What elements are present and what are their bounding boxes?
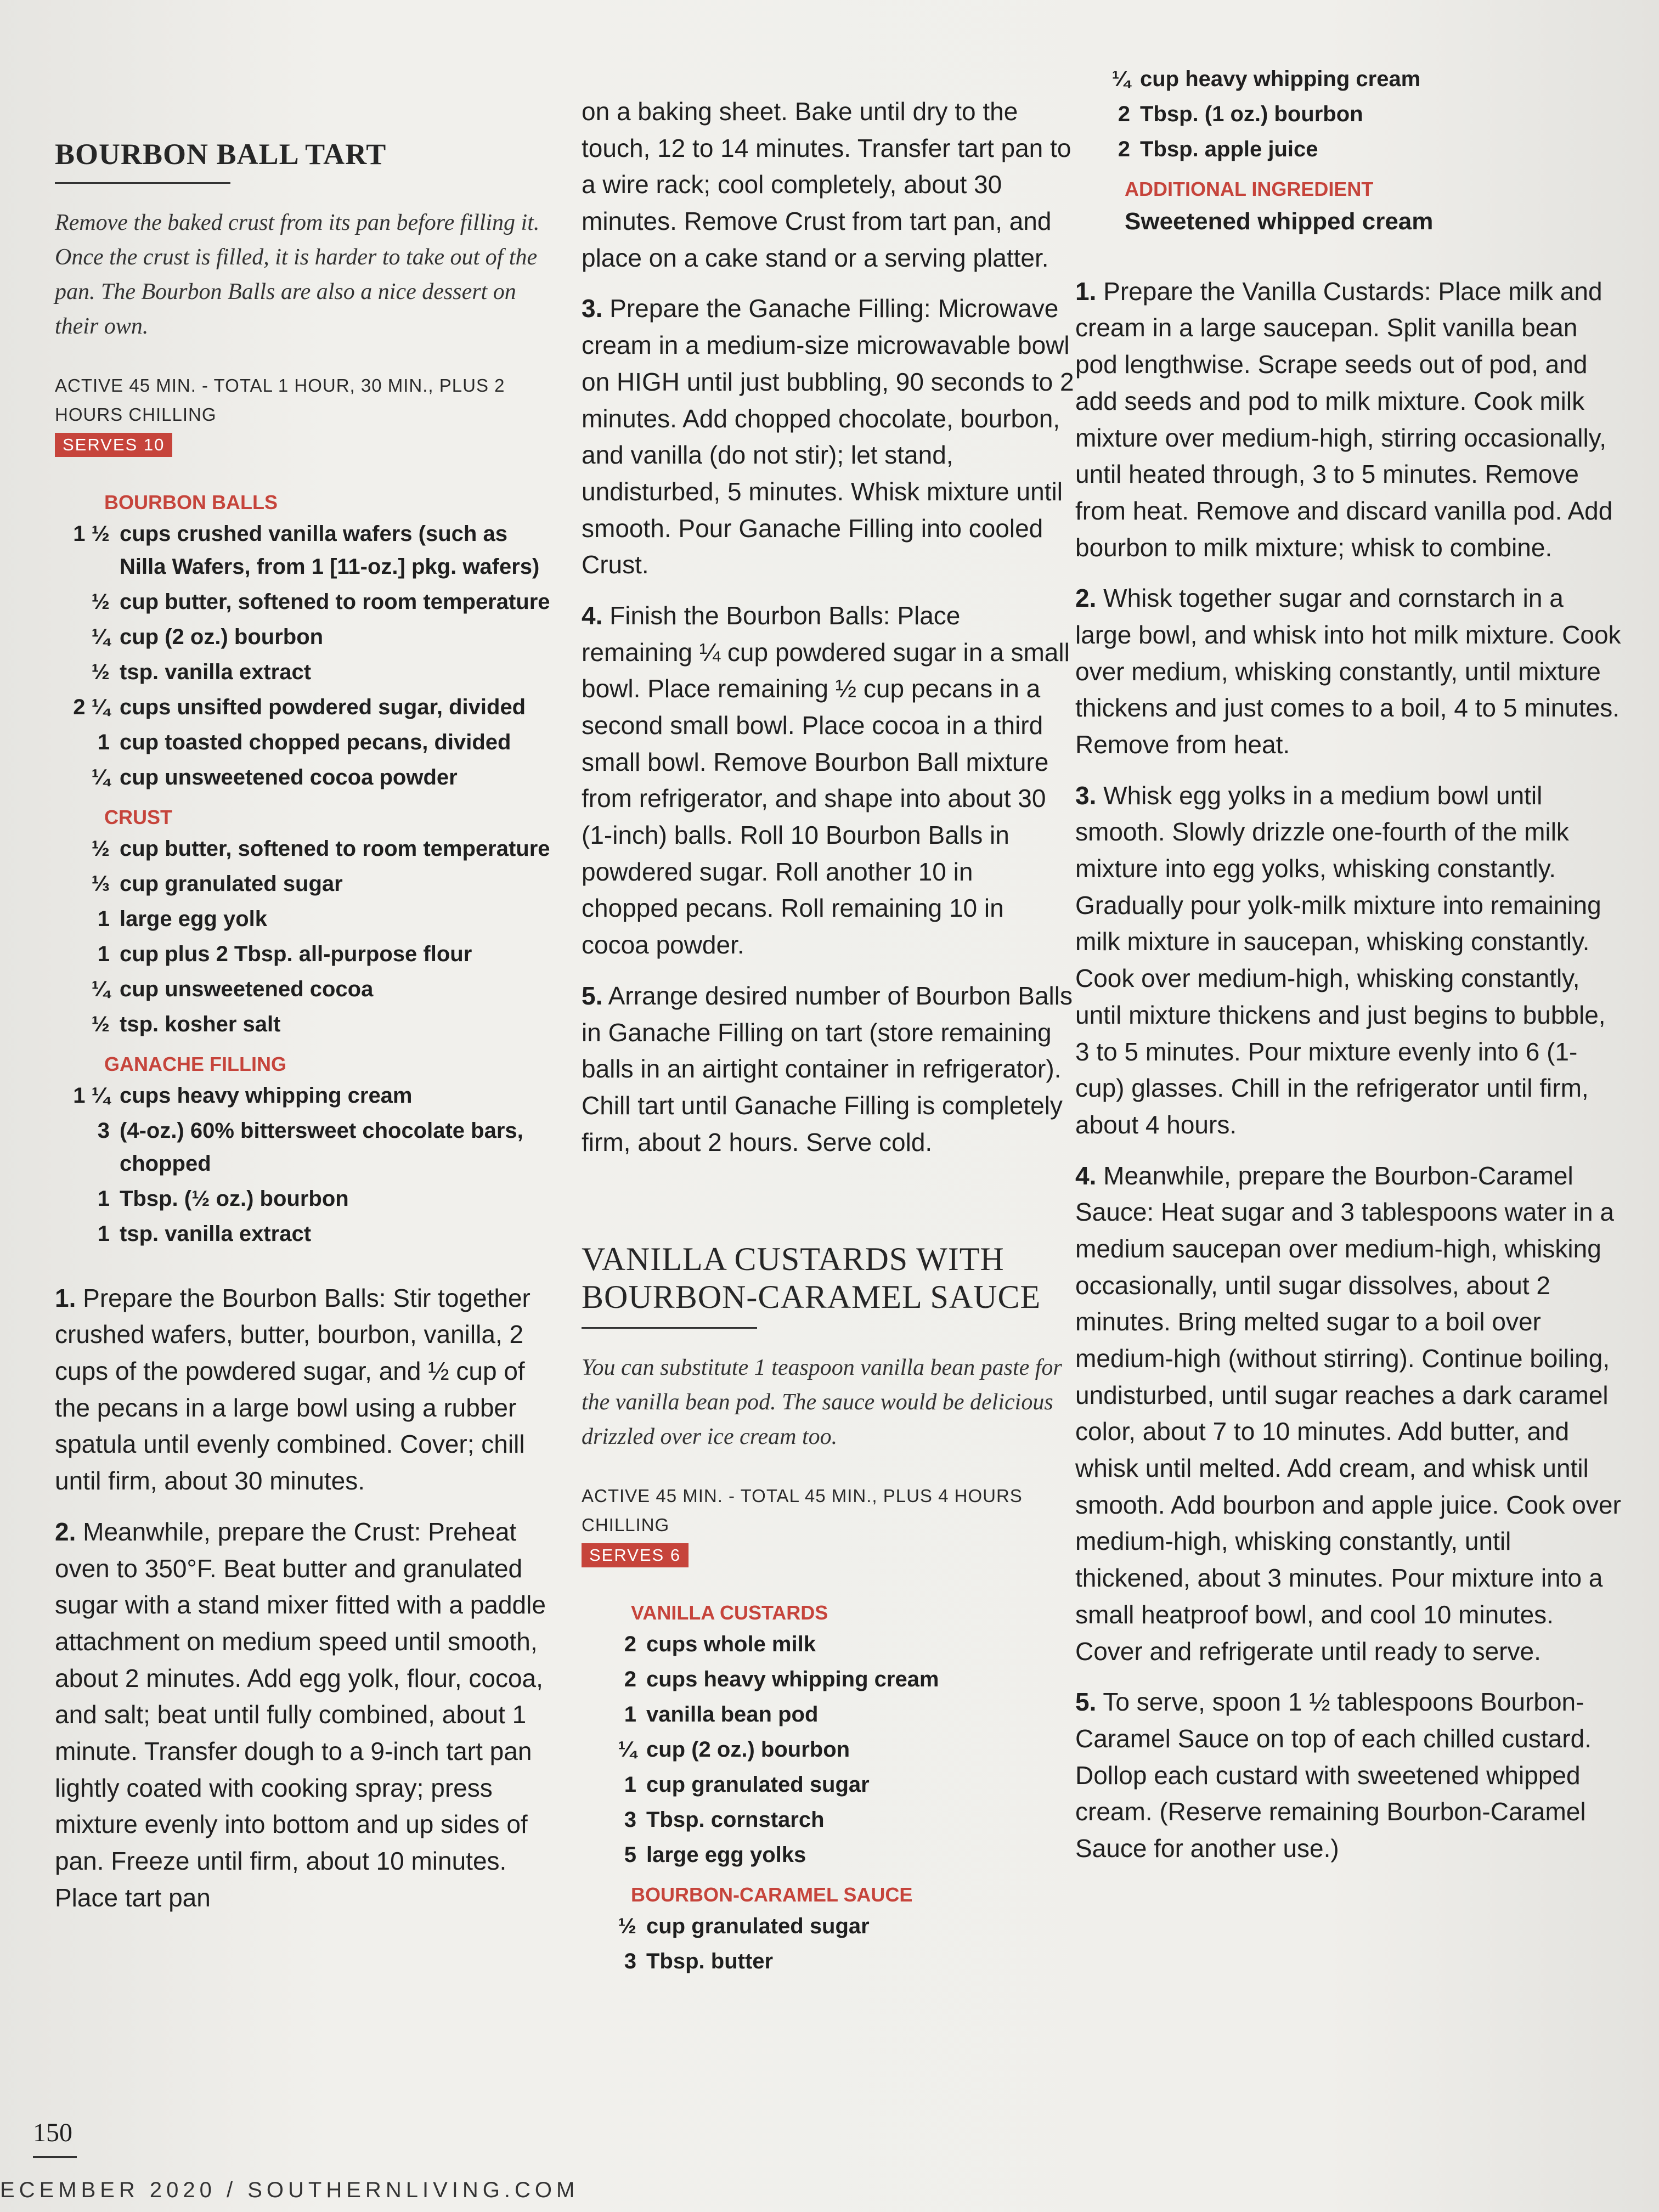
recipe-step <box>1075 580 1624 763</box>
issue-footer: ECEMBER 2020 / SOUTHERNLIVING.COM <box>0 2178 579 2202</box>
ingredient-item <box>55 832 560 865</box>
additional-ingredient: Sweetened whipped cream <box>1125 208 1434 235</box>
crust-ingredients <box>55 832 560 1041</box>
ingredient-item <box>55 761 560 794</box>
column-right <box>1075 60 1624 1881</box>
ingredient-quantity: ½ <box>91 589 110 614</box>
ingredient-item <box>55 938 560 970</box>
recipe-step <box>582 597 1075 963</box>
ingredient-text: cups unsifted powdered sugar, divided <box>120 695 526 719</box>
ganache-ingredients <box>55 1079 560 1250</box>
step-number: 2. <box>55 1517 76 1546</box>
tart-serves-badge: SERVES 10 <box>55 433 172 457</box>
step-text: Prepare the Bourbon Balls: Stir together crushed wafers, butter, bourbon, vanilla, 2 cups of the powdered sugar, and ½ cup of the pecans in a large bowl using a rubber spatula until evenly combined. Cover; chill until firm, about 30 minutes. <box>55 1283 531 1496</box>
custard-title-rule <box>582 1327 757 1329</box>
bourbon-balls-ingredients <box>55 517 560 794</box>
ingredient-text: cups whole milk <box>646 1632 816 1656</box>
step-text: Finish the Bourbon Balls: Place remaining ¼ cup powdered sugar in a small bowl. Place remaining ½ cup pecans in a second small bowl. Place cocoa in a third small bowl. Remove Bourbon Ball mixture from refrigerator, and shape into about 30 (1-inch) balls. Roll 10 Bourbon Balls in powdered sugar. Roll another 10 in chopped pecans. Roll remaining 10 in cocoa powder. <box>582 601 1070 960</box>
tart-intro: Remove the baked crust from its pan before filling it. Once the crust is filled, it is harder to take out of the pan. The Bourbon Balls are also a nice dessert on their own. <box>55 210 540 340</box>
ingredient-text: vanilla bean pod <box>646 1702 819 1726</box>
tart-time: ACTIVE 45 MIN. - TOTAL 1 HOUR, 30 MIN., PLUS 2 HOURS CHILLING <box>55 375 505 425</box>
recipe-step <box>55 1280 560 1499</box>
ingredient-quantity: ⅓ <box>91 871 110 896</box>
recipe-step <box>582 978 1075 1160</box>
ingredient-quantity: ½ <box>91 836 110 861</box>
ingredient-quantity: ½ <box>91 1012 110 1036</box>
ingredient-quantity: 1 <box>97 906 110 931</box>
custard-intro: You can substitute 1 teaspoon vanilla bean paste for the vanilla bean pod. The sauce would be delicious drizzled over ice cream too. <box>582 1355 1062 1450</box>
custard-steps <box>1075 273 1624 1867</box>
step-text: To serve, spoon 1 ½ tablespoons Bourbon-Caramel Sauce on top of each chilled custard. Dollop each custard with sweetened whipped cream. (Reserve remaining Bourbon-Caramel Sauce for another use.) <box>1075 1688 1592 1863</box>
page-number: 150 <box>33 2118 72 2147</box>
ingredient-text: Tbsp. cornstarch <box>646 1807 825 1832</box>
recipe-step <box>1075 273 1624 566</box>
column-left <box>55 137 560 1930</box>
tart-title: BOURBON BALL TART <box>55 138 387 171</box>
ingredient-item <box>55 1079 560 1112</box>
tart-step-continued: on a baking sheet. Bake until dry to the touch, 12 to 14 minutes. Transfer tart pan to a wire rack; cool completely, about 30 minutes. Remove Crust from tart pan, and place on a cake stand or a serving platter. <box>582 97 1071 272</box>
step-text: Prepare the Ganache Filling: Microwave cream in a medium-size microwavable bowl on HIGH until just bubbling, 90 seconds to 2 minutes. Add chopped chocolate, bourbon, and vanilla (do not stir); let stand, undisturbed, 5 minutes. Whisk mixture until smooth. Pour Ganache Filling into cooled Crust. <box>582 294 1074 579</box>
ingredient-quantity: 2 <box>624 1632 636 1656</box>
ingredient-item <box>582 1838 1075 1871</box>
step-number: 4. <box>1075 1161 1097 1190</box>
ingredient-item <box>55 1217 560 1250</box>
ingredient-text: cup granulated sugar <box>646 1772 870 1797</box>
ingredient-item <box>582 1733 1075 1766</box>
ingredient-item <box>55 867 560 900</box>
ingredient-text: Tbsp. apple juice <box>1140 137 1318 161</box>
ingredient-text: cup (2 oz.) bourbon <box>646 1737 850 1762</box>
ingredient-quantity: 2 <box>1118 137 1130 161</box>
bourbon-balls-label: BOURBON BALLS <box>104 490 278 514</box>
ingredient-quantity: 1 <box>624 1702 636 1726</box>
step-text: Whisk egg yolks in a medium bowl until smooth. Slowly drizzle one-fourth of the milk mixture into egg yolks, whisking constantly. Gradually pour yolk-milk mixture into remaining milk mixture in saucepan, whisking constantly. Cook over medium-high, whisking constantly, until mixture thickens and just begins to bubble, 3 to 5 minutes. Pour mixture evenly into 6 (1-cup) glasses. Chill in the refrigerator until firm, about 4 hours. <box>1075 781 1606 1139</box>
step-number: 2. <box>1075 584 1097 613</box>
ingredient-item <box>55 691 560 724</box>
caramel-sauce-label: BOURBON-CARAMEL SAUCE <box>631 1883 913 1906</box>
recipe-step <box>1075 777 1624 1143</box>
title-rule <box>55 182 230 184</box>
ingredient-quantity: 3 <box>624 1949 636 1973</box>
ingredient-text: Tbsp. butter <box>646 1949 774 1973</box>
crust-label: CRUST <box>104 805 172 828</box>
ingredient-quantity: ½ <box>91 659 110 684</box>
ingredient-text: (4-oz.) 60% bittersweet chocolate bars, chopped <box>120 1118 523 1176</box>
page-number-rule <box>33 2156 77 2158</box>
ingredient-text: tsp. vanilla extract <box>120 1221 312 1246</box>
recipe-step <box>1075 1158 1624 1670</box>
tart-steps-continued <box>582 290 1075 1160</box>
step-number: 1. <box>1075 276 1097 306</box>
ingredient-text: large egg yolks <box>646 1842 806 1867</box>
ingredient-item <box>55 620 560 653</box>
step-text: Meanwhile, prepare the Bourbon-Caramel Sauce: Heat sugar and 3 tablespoons water in a medium saucepan over medium-high, whisking occasionally, until sugar dissolves, about 2 minutes. Bring melted sugar to a boil over medium-high (without stirring). Continue boiling, undisturbed, until sugar reaches a dark caramel color, about 7 to 10 minutes. Add butter, and whisk until melted. Add cream, and whisk until smooth. Add bourbon and apple juice. Cook over medium-high, whisking constantly, until thickened, about 3 minutes. Pour mixture into a small heatproof bowl, and cool 10 minutes. Cover and refrigerate until ready to serve. <box>1075 1161 1621 1666</box>
step-number: 3. <box>1075 781 1097 810</box>
ingredient-item <box>582 1803 1075 1836</box>
ingredient-text: Tbsp. (1 oz.) bourbon <box>1140 102 1363 126</box>
step-number: 1. <box>55 1283 76 1312</box>
ganache-label: GANACHE FILLING <box>104 1052 286 1075</box>
ingredient-text: cup butter, softened to room temperature <box>120 589 550 614</box>
ingredient-quantity: 1 <box>97 1186 110 1211</box>
ingredient-quantity: 1 ¼ <box>73 1083 110 1108</box>
ingredient-text: cup toasted chopped pecans, divided <box>120 730 511 754</box>
recipe-step <box>1075 1684 1624 1866</box>
custard-ingredients <box>582 1628 1075 1871</box>
ingredient-quantity: ¼ <box>1111 67 1130 91</box>
ingredient-text: large egg yolk <box>120 906 267 931</box>
ingredient-item <box>582 1768 1075 1801</box>
ingredient-quantity: ¼ <box>91 977 110 1001</box>
step-text: Meanwhile, prepare the Crust: Preheat oven to 350°F. Beat butter and granulated sugar with a stand mixer fitted with a paddle attachment on medium speed until smooth, about 2 minutes. Add egg yolk, flour, cocoa, and salt; beat until fully combined, about 1 minute. Transfer dough to a 9-inch tart pan lightly coated with cooking spray; press mixture evenly into bottom and up sides of pan. Freeze until firm, about 10 minutes. Place tart pan <box>55 1517 546 1912</box>
ingredient-item <box>582 1628 1075 1661</box>
ingredient-item <box>55 1008 560 1041</box>
ingredient-quantity: 1 <box>97 941 110 966</box>
step-text: Arrange desired number of Bourbon Balls in Ganache Filling on tart (store remaining balls in an airtight container in refrigerator). Chill tart until Ganache Filling is completely firm, about 2 hours. Serve cold. <box>582 981 1073 1156</box>
ingredient-item <box>55 585 560 618</box>
ingredient-text: cup unsweetened cocoa <box>120 977 374 1001</box>
custard-time: ACTIVE 45 MIN. - TOTAL 45 MIN., PLUS 4 HOURS CHILLING <box>582 1486 1023 1536</box>
tart-steps <box>55 1280 560 1916</box>
ingredient-text: cups crushed vanilla wafers (such as Nilla Wafers, from 1 [11-oz.] pkg. wafers) <box>120 521 540 579</box>
ingredient-quantity: 3 <box>97 1118 110 1143</box>
recipe-step <box>55 1514 560 1916</box>
ingredient-item <box>55 726 560 759</box>
ingredient-item <box>582 1663 1075 1696</box>
column-middle <box>582 93 1075 1980</box>
step-number: 4. <box>582 601 603 630</box>
ingredient-item <box>55 656 560 689</box>
step-text: Whisk together sugar and cornstarch in a large bowl, and whisk into hot milk mixture. Cook over medium, whisking constantly, until mixture thickens and just comes to a boil, 4 to 5 minutes. Remove from heat. <box>1075 584 1621 759</box>
ingredient-text: cup butter, softened to room temperature <box>120 836 550 861</box>
ingredient-quantity: 2 <box>624 1667 636 1691</box>
ingredient-quantity: ¼ <box>91 765 110 789</box>
ingredient-quantity: 1 ½ <box>73 521 110 546</box>
step-number: 3. <box>582 294 603 323</box>
custard-serves-badge: SERVES 6 <box>582 1543 689 1567</box>
ingredient-text: tsp. kosher salt <box>120 1012 281 1036</box>
ingredient-item <box>55 1182 560 1215</box>
ingredient-quantity: 1 <box>97 730 110 754</box>
ingredient-quantity: 5 <box>624 1842 636 1867</box>
additional-label: ADDITIONAL INGREDIENT <box>1125 178 1374 200</box>
ingredient-text: cup unsweetened cocoa powder <box>120 765 458 789</box>
ingredient-text: Tbsp. (½ oz.) bourbon <box>120 1186 349 1211</box>
ingredient-text: cups heavy whipping cream <box>646 1667 939 1691</box>
ingredient-quantity: ¼ <box>91 624 110 649</box>
ingredient-quantity: 1 <box>97 1221 110 1246</box>
sauce-ingredients-part2 <box>1075 63 1624 166</box>
ingredient-quantity: 3 <box>624 1807 636 1832</box>
vanilla-custards-label: VANILLA CUSTARDS <box>631 1601 828 1624</box>
recipe-step <box>582 290 1075 583</box>
ingredient-quantity: ¼ <box>618 1737 636 1762</box>
ingredient-text: cup heavy whipping cream <box>1140 67 1421 91</box>
ingredient-item <box>582 1698 1075 1731</box>
ingredient-item <box>1075 98 1624 131</box>
ingredient-quantity: 1 <box>624 1772 636 1797</box>
ingredient-text: cups heavy whipping cream <box>120 1083 413 1108</box>
ingredient-quantity: 2 ¼ <box>73 695 110 719</box>
ingredient-text: tsp. vanilla extract <box>120 659 312 684</box>
ingredient-quantity: 2 <box>1118 102 1130 126</box>
step-number: 5. <box>1075 1688 1097 1717</box>
ingredient-text: cup granulated sugar <box>646 1914 870 1938</box>
ingredient-text: cup (2 oz.) bourbon <box>120 624 324 649</box>
ingredient-item <box>582 1945 1075 1978</box>
ingredient-item <box>55 973 560 1006</box>
step-text: Prepare the Vanilla Custards: Place milk and cream in a large saucepan. Split vanilla bean pod lengthwise. Scrape seeds out of pod, and add seeds and pod to milk mixture. Cook milk mixture over medium-high, stirring occasionally, until heated through, 3 to 5 minutes. Remove from heat. Remove and discard vanilla pod. Add bourbon to milk mixture; whisk to combine. <box>1075 276 1613 562</box>
ingredient-text: cup plus 2 Tbsp. all-purpose flour <box>120 941 472 966</box>
custard-title <box>582 1240 1075 1316</box>
ingredient-item <box>1075 133 1624 166</box>
step-number: 5. <box>582 981 603 1010</box>
ingredient-item <box>55 902 560 935</box>
ingredient-text: cup granulated sugar <box>120 871 343 896</box>
custard-title-line2: BOURBON-CARAMEL SAUCE <box>582 1279 1041 1316</box>
custard-title-line1: VANILLA CUSTARDS WITH <box>582 1241 1005 1278</box>
ingredient-item <box>55 1114 560 1180</box>
ingredient-item <box>55 517 560 583</box>
sauce-ingredients-part1 <box>582 1910 1075 1978</box>
ingredient-quantity: ½ <box>618 1914 636 1938</box>
ingredient-item <box>582 1910 1075 1943</box>
ingredient-item <box>1075 63 1624 95</box>
